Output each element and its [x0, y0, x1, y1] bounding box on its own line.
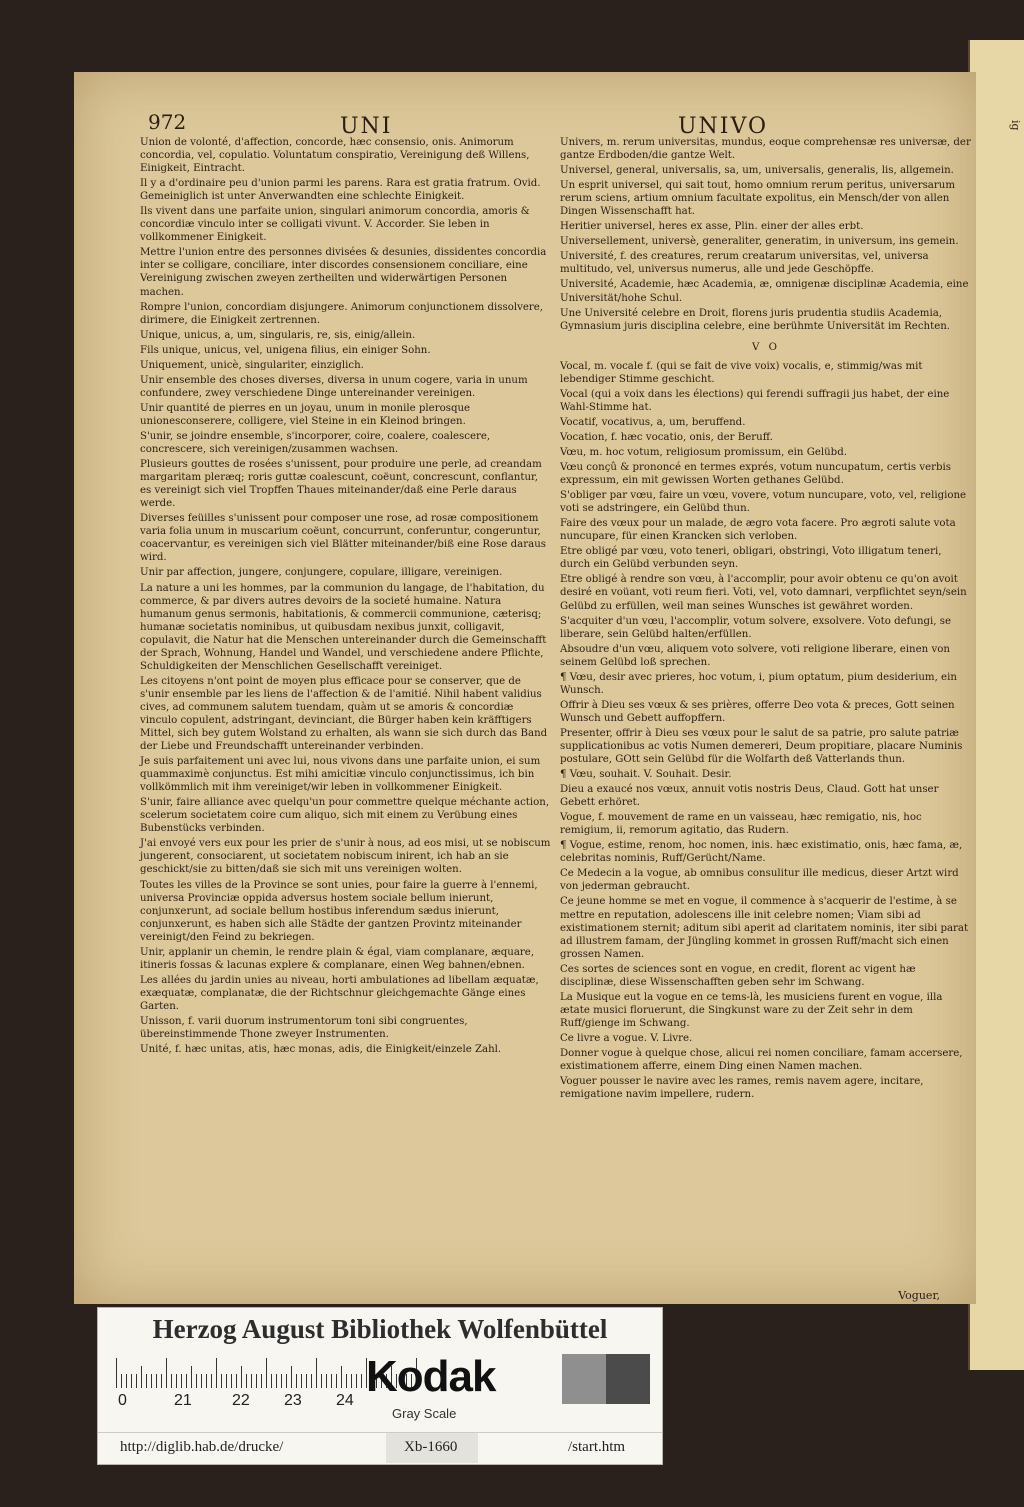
right-column	[560, 136, 972, 1103]
dictionary-entry: Je suis parfaitement uni avec lui, nous vivons dans une parfaite union, ei sum quammaximè conjunctus. Est mihi amicitiæ vinculo conjunctissimus, ich bin vollkömmlich mit ihm vereiniget/wir leben in vollkommener Einigkeit.	[140, 756, 541, 794]
ruler-tick	[256, 1374, 257, 1388]
dictionary-entry: Les citoyens n'ont point de moyen plus efficace pour se conserver, que de s'unir ensemble par les liens de l'affection & de l'amitié. Nihil habent validius cives, ad communem salutem tuendam, quàm ut se amoris & concordiæ vinculo copulent, adstringant, devinciant, die Bürger haben kein kräfftigers Mittel, sich bey gutem Wolstand zu erhalten, als wann sie sich durch das Band der Liebe und Freundschafft untereinander verbinden.	[140, 675, 548, 753]
dictionary-entry: ¶ Vœu, souhait. V. Souhait. Desir.	[560, 769, 732, 781]
ruler-tick	[266, 1358, 267, 1388]
dictionary-entry: Unir, applanir un chemin, le rendre plain & égal, viam complanare, æquare, itineris fossas & lacunas explere & complanare, einen Weg bahnen/ebnen.	[140, 946, 535, 971]
dictionary-entry: Vocal, m. vocale f. (qui se fait de vive voix) vocalis, e, stimmig/was mit lebendiger Stimme geschicht.	[560, 360, 923, 385]
ruler-tick	[181, 1374, 182, 1388]
dictionary-entry: Vogue, f. mouvement de rame en un vaisseau, hæc remigatio, nis, hoc remigium, ii, remorum agitatio, das Rudern.	[560, 812, 922, 837]
ruler-tick	[196, 1374, 197, 1388]
ruler-tick	[146, 1374, 147, 1388]
ruler-tick	[236, 1374, 237, 1388]
left-column	[140, 136, 552, 1058]
dictionary-entry: Une Université celebre en Droit, florens juris prudentia studiis Academia, Gymnasium juris disciplina celebre, eine berühmte Universität im Rechten.	[560, 307, 951, 332]
ruler-tick	[211, 1374, 212, 1388]
dictionary-entry: Rompre l'union, concordiam disjungere. Animorum conjunctionem dissolvere, dirimere, die Einigkeit zertrennen.	[140, 301, 544, 326]
start-link-text: /start.htm	[568, 1439, 626, 1455]
page-number: 972	[148, 110, 187, 134]
ruler-tick	[261, 1374, 262, 1388]
dictionary-entry: Il y a d'ordinaire peu d'union parmi les parens. Rara est gratia fratrum. Ovid. Gemeiniglich ist unter Anverwandten eine schlechte Einigkeit.	[140, 178, 541, 203]
ruler-label: 0	[118, 1392, 127, 1409]
dictionary-entry: S'unir, faire alliance avec quelqu'un pour commettre quelque méchante action, scelerum societatem coire cum aliquo, sich mit einem zu Verübung eines Bubenstücks verbinden.	[140, 797, 550, 835]
dictionary-entry: Mettre l'union entre des personnes divisées & desunies, dissidentes concordia inter se colligare, conciliare, inter discordes consensionem conciliare, eine Vereinigung zwischen zweyen zertheilten und widerwärtigen Personen machen.	[140, 247, 547, 298]
ruler-tick	[336, 1374, 337, 1388]
dictionary-entry: Université, f. des creatures, rerum creatarum universitas, vel, universa multitudo, vel, universus numerus, alle und jede Geschöpffe.	[560, 251, 929, 276]
ruler-tick	[136, 1374, 137, 1388]
dictionary-entry: Université, Academie, hæc Academia, æ, omnigenæ disciplinæ Academia, eine Universität/hohe Schul.	[560, 279, 969, 304]
catchword: Voguer,	[898, 1289, 940, 1302]
dictionary-entry: Vocation, f. hæc vocatio, onis, der Beruff.	[560, 431, 773, 443]
url-row	[98, 1432, 662, 1463]
dictionary-entry: Ils vivent dans une parfaite union, singulari animorum concordia, amoris & concordiæ vinculo inter se colligati vivunt. V. Accorder. Sie leben in vollkommener Einigkeit.	[140, 206, 530, 244]
ruler-tick	[281, 1374, 282, 1388]
dictionary-entry: Dieu a exaucé nos vœux, annuit votis nostris Deus, Claud. Gott hat unser Gebett erhöret.	[560, 784, 939, 809]
gray-swatch-mid	[562, 1354, 606, 1404]
ruler-tick	[296, 1374, 297, 1388]
facing-page-text: ig	[1009, 120, 1022, 131]
ruler-tick	[361, 1374, 362, 1388]
dictionary-entry: Universel, general, universalis, sa, um, universalis, generalis, lis, allgemein.	[560, 165, 954, 177]
ruler-tick	[316, 1358, 317, 1388]
ruler-tick	[231, 1374, 232, 1388]
dictionary-entry: Les allées du jardin unies au niveau, horti ambulationes ad libellam æquatæ, exæquatæ, complanatæ, die der Richtschnur gleichgemachte Gänge eines Garten.	[140, 974, 539, 1012]
ruler-label: 24	[336, 1392, 354, 1409]
color-target-card	[97, 1307, 663, 1465]
dictionary-entry: Vocal (qui a voix dans les élections) qui ferendi suffragii jus habet, der eine Wahl-Stimme hat.	[560, 388, 950, 413]
dictionary-entry: Voguer pousser le navire avec les rames, remis navem agere, incitare, remigatione navim impellere, rudern.	[560, 1076, 924, 1101]
dictionary-entry: Vœu, m. hoc votum, religiosum promissum, ein Gelübd.	[560, 446, 847, 458]
dictionary-entry: S'unir, se joindre ensemble, s'incorporer, coire, coalere, coalescere, concrescere, sich vereinigen/zusammen wachsen.	[140, 430, 491, 456]
dictionary-entry: Unir quantité de pierres en un joyau, unum in monile plerosque unionesconserere, colligere, viel Steine in ein Kleinod bringen.	[140, 402, 471, 427]
dictionary-entry: La Musique eut la vogue en ce tems-là, les musiciens furent en vogue, illa ætate musici floruerunt, die Singkunst ware zu der Zeit sehr in dem Ruff/gienge im Schwang.	[560, 991, 943, 1029]
running-head-left: UNI	[340, 114, 393, 139]
dictionary-entry: Plusieurs gouttes de rosées s'unissent, pour produire une perle, ad creandam margaritam pleræq; roris guttæ coalescunt, coëunt, concrescunt, conflantur, es vereinigt sich viel Tropffen Thaues miteinander/daß eine Perle daraus werde.	[140, 459, 542, 510]
ruler-tick	[221, 1374, 222, 1388]
ruler-tick	[346, 1374, 347, 1388]
dictionary-entry: Uniquement, unicè, singulariter, einziglich.	[140, 359, 364, 371]
ruler-tick	[241, 1366, 242, 1388]
dictionary-entry: S'obliger par vœu, faire un vœu, vovere, votum nuncupare, voto, vel, religione voti se adstringere, ein Gelübd thun.	[560, 490, 967, 515]
dictionary-entry: Unité, f. hæc unitas, atis, hæc monas, adis, die Einigkeit/einzele Zahl.	[140, 1044, 502, 1056]
dictionary-entry: Ces sortes de sciences sont en vogue, en credit, florent ac vigent hæ disciplinæ, diese Wissenschafften geben sehr im Schwang.	[560, 963, 916, 988]
ruler-tick	[166, 1358, 167, 1388]
gray-swatch-dark	[606, 1354, 650, 1404]
dictionary-entry: Presenter, offrir à Dieu ses vœux pour le salut de sa patrie, pro salute patriæ supplicationibus ac votis Numen demereri, Deum propitiare, placare Numinis postulare, GOtt sein Gelübd für die Wolfarth deß Vatterlands thun.	[560, 727, 963, 766]
dictionary-entry: Offrir à Dieu ses vœux & ses prières, offerre Deo vota & preces, Gott seinen Wunsch und Gebett auffopffern.	[560, 699, 955, 724]
ruler-tick	[356, 1374, 357, 1388]
ruler-tick	[341, 1366, 342, 1388]
dictionary-entry: Ce jeune homme se met en vogue, il commence à s'acquerir de l'estime, à se mettre en reputation, adolescens ille init celebre nomen; Viam sibi ad existimationem sternit; aditum sibi aperit ad claritatem nominis, iter sibi parat ad illustrem famam, der Jüngling kommet in grossen Ruff/macht sich einen grossen Namen.	[560, 896, 969, 960]
dictionary-entry: ¶ Vœu, desir avec prieres, hoc votum, i, pium optatum, pium desiderium, ein Wunsch.	[560, 671, 957, 696]
dictionary-entry: Absoudre d'un vœu, aliquem voto solvere, voti religione liberare, einen von seinem Gelübd loß sprechen.	[560, 643, 950, 668]
dictionary-entry: Unir ensemble des choses diverses, diversa in unum cogere, varia in unum confundere, zwey verschiedene Dinge untereinander vereinigen.	[140, 374, 528, 399]
dictionary-entry: Vocatif, vocativus, a, um, beruffend.	[560, 416, 746, 428]
dictionary-entry: Unir par affection, jungere, conjungere, copulare, illigare, vereinigen.	[140, 567, 503, 579]
dictionary-entry: Un esprit universel, qui sait tout, homo omnium rerum peritus, universarum rerum sciens, artium omnium facultate expolitus, ein Mensch/der von allen Dingen Wissenschafft hat.	[560, 180, 955, 218]
dictionary-entry: Ce livre a vogue. V. Livre.	[560, 1032, 693, 1044]
library-name: Herzog August Bibliothek Wolfenbüttel	[152, 1314, 608, 1344]
ruler-tick	[141, 1366, 142, 1388]
ruler-tick	[116, 1358, 117, 1388]
dictionary-entry: Univers, m. rerum universitas, mundus, eoque comprehensæ res universæ, der gantze Erdboden/die gantze Welt.	[560, 137, 971, 162]
ruler-tick	[176, 1374, 177, 1388]
running-head-right: UNIVO	[678, 114, 769, 139]
dictionary-entry: Diverses feüilles s'unissent pour composer une rose, ad rosæ compositionem varia folia unum in muscarium coëunt, concurrunt, conferuntur, congeruntur, coacervantur, es vereinigen sich viel Blätter miteinander/biß eine Rose daraus wird.	[140, 513, 546, 564]
ruler-tick	[226, 1374, 227, 1388]
ruler-tick	[216, 1358, 217, 1388]
dictionary-entry: Universellement, universè, generaliter, generatim, in universum, ins gemein.	[560, 236, 959, 248]
ruler-tick	[276, 1374, 277, 1388]
ruler-tick	[121, 1374, 122, 1388]
dictionary-entry: J'ai envoyé vers eux pour les prier de s'unir à nous, ad eos misi, ut se nobiscum jungerent, consociarent, ut societatem nobiscum inirent, ich hab an sie geschickt/sie zu bitten/daß sie sich mit uns vereinigen wolten.	[140, 838, 551, 876]
ruler-tick	[126, 1374, 127, 1388]
ruler-tick	[271, 1374, 272, 1388]
dictionary-entry: Toutes les villes de la Province se sont unies, pour faire la guerre à l'ennemi, universa Provinciæ oppida adversus hostem sociale bellum inierunt, conjunxerunt, ad sociale bellum hostibus inferendum sædus inierunt, conjunxerunt, es haben sich alle Städte der gantzen Provintz miteinander vereinigt/den Feind zu bekriegen.	[140, 879, 538, 943]
dictionary-entry: Unique, unicus, a, um, singularis, re, sis, einig/allein.	[140, 329, 416, 341]
section-heading-vo: V O	[752, 341, 780, 353]
signature-box	[386, 1433, 478, 1463]
ruler-tick	[191, 1366, 192, 1388]
ruler-tick	[161, 1374, 162, 1388]
ruler-tick	[321, 1374, 322, 1388]
signature-text: Xb-1660	[404, 1439, 458, 1455]
dictionary-entry: Union de volonté, d'affection, concorde, hæc consensio, onis. Animorum concordia, vel, copulatio. Voluntatum conspiratio, Vereinigung deß Willens, Einigkeit, Eintracht.	[140, 137, 530, 175]
ruler-tick	[311, 1374, 312, 1388]
dictionary-entry: Fils unique, unicus, vel, unigena filius, ein einiger Sohn.	[140, 344, 431, 356]
ruler-tick	[246, 1374, 247, 1388]
dictionary-entry: Etre obligé par vœu, voto teneri, obligari, obstringi, Voto illigatum teneri, durch ein Gelübd verbunden seyn.	[560, 546, 942, 571]
dictionary-entry: Ce Medecin a la vogue, ab omnibus consulitur ille medicus, dieser Artzt wird von jederman gebraucht.	[560, 868, 959, 893]
dictionary-entry: Donner vogue à quelque chose, alicui rei nomen conciliare, famam accersere, existimationem afferre, einem Ding einen Namen machen.	[560, 1048, 963, 1073]
ruler-tick	[151, 1374, 152, 1388]
dictionary-entry: Etre obligé à rendre son vœu, à l'accomplir, pour avoir obtenu ce qu'on avoit desiré en voüant, voti reum fieri. Voti, vel, voto damnari, verpflichtet seyn/sein Gelübd zu erfüllen, weil man seines Wunsches ist gewähret worden.	[560, 574, 967, 612]
dictionary-entry: S'acquiter d'un vœu, l'accomplir, votum solvere, exsolvere. Voto defungi, se liberare, sein Gelübd halten/erfüllen.	[560, 615, 952, 640]
ruler-tick	[156, 1374, 157, 1388]
dictionary-entry: La nature a uni les hommes, par la communion du langage, de l'habitation, du commerce, & par divers autres devoirs de la societé humaine. Natura humanum genus sermonis, habitationis, & commercii communione, cæterisq; humanæ societatis nominibus, ut quibusdam nexibus junxit, colligavit, copulavit, die Natur hat die Menschen untereinander durch die Gemeinschafft der Sprach, Wohnung, Handel und Wandel, und verschiedene andere Pflichte, Schuldigkeiten der Menschlichen Gesellschafft vereiniget.	[140, 582, 547, 672]
ruler-tick	[186, 1374, 187, 1388]
dictionary-entry: Faire des vœux pour un malade, de ægro vota facere. Pro ægroti salute vota nuncupare, für einen Krancken sich verloben.	[560, 518, 956, 543]
ruler-tick	[286, 1374, 287, 1388]
ruler-tick	[306, 1374, 307, 1388]
ruler-tick	[201, 1374, 202, 1388]
ruler-tick	[131, 1374, 132, 1388]
ruler-tick	[291, 1366, 292, 1388]
ruler-label: 21	[174, 1392, 192, 1409]
dictionary-page	[74, 72, 976, 1304]
univ-entries	[560, 136, 972, 333]
dictionary-entry: Unisson, f. varii duorum instrumentorum toni sibi congruentes, übereinstimmende Thone zweyer Instrumenten.	[140, 1016, 468, 1041]
ruler-label: 22	[232, 1392, 250, 1409]
ruler-tick	[326, 1374, 327, 1388]
ruler-tick	[301, 1374, 302, 1388]
ruler-tick	[251, 1374, 252, 1388]
ruler-tick	[331, 1374, 332, 1388]
facing-page-edge	[968, 40, 1024, 1370]
dictionary-entry: ¶ Vogue, estime, renom, hoc nomen, inis. hæc existimatio, onis, hæc fama, æ, celebritas nominis, Ruff/Gerücht/Name.	[560, 840, 963, 865]
dictionary-entry: Vœu conçû & prononcé en termes exprés, votum nuncupatum, certis verbis expressum, ein mit gewissen Worten gethanes Gelübd.	[560, 462, 951, 487]
dictionary-entry: Heritier universel, heres ex asse, Plin. einer der alles erbt.	[560, 221, 864, 233]
ruler-label: 23	[284, 1392, 302, 1409]
ruler-tick	[351, 1374, 352, 1388]
ruler-tick	[171, 1374, 172, 1388]
kodak-logo: Kodak	[366, 1352, 496, 1401]
gray-scale-label: Gray Scale	[392, 1406, 457, 1421]
url-text: http://diglib.hab.de/drucke/	[120, 1439, 284, 1455]
ruler-tick	[206, 1374, 207, 1388]
vo-entries	[560, 360, 972, 1101]
